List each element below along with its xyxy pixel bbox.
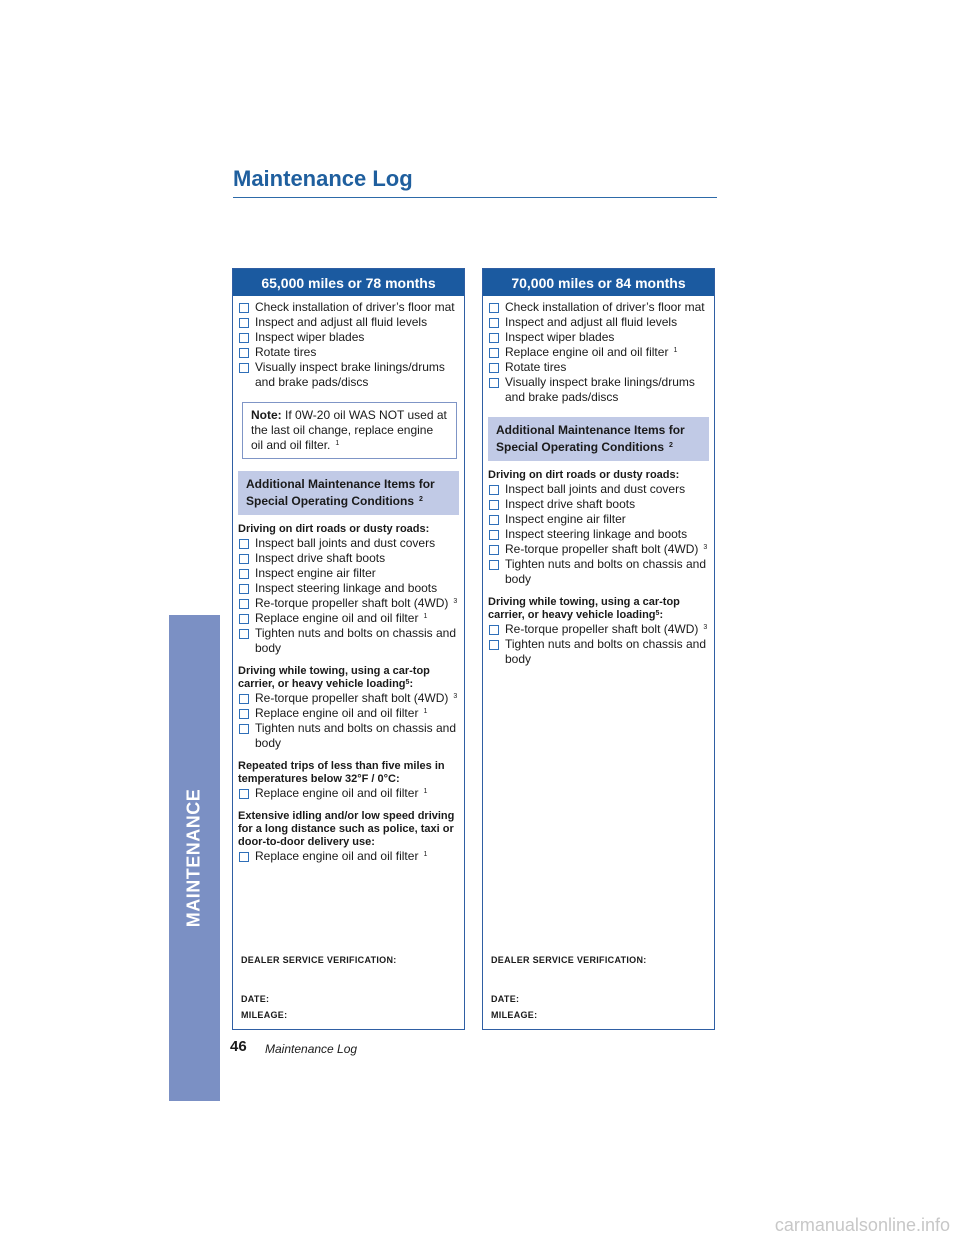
- checkbox-icon[interactable]: [489, 363, 499, 373]
- checkbox-icon[interactable]: [489, 485, 499, 495]
- title-divider: [233, 197, 717, 198]
- footnote-ref: 2: [419, 496, 423, 503]
- page-title: Maintenance Log: [233, 166, 413, 191]
- dealer-verification-label: DEALER SERVICE VERIFICATION:: [241, 955, 397, 965]
- footnote-ref: 1: [423, 708, 428, 715]
- checklist-item: Replace engine oil and oil filter $^1$: [488, 345, 711, 360]
- checklist-item: Check installation of driver’s floor mat: [488, 300, 711, 315]
- checkbox-icon[interactable]: [239, 709, 249, 719]
- checkbox-icon[interactable]: [239, 694, 249, 704]
- checklist-item: Tighten nuts and bolts on chassis and body: [488, 637, 711, 667]
- checkbox-icon[interactable]: [489, 530, 499, 540]
- checkbox-icon[interactable]: [239, 599, 249, 609]
- log-column-70000: [482, 268, 715, 1030]
- checkbox-icon[interactable]: [239, 789, 249, 799]
- checklist-item: Replace engine oil and oil filter $^1$: [238, 786, 461, 801]
- footnote-ref: 1: [423, 613, 428, 620]
- checklist-item: Visually inspect brake linings/drums and brake pads/discs: [488, 375, 711, 405]
- column-body: [483, 296, 714, 667]
- checkbox-icon[interactable]: [489, 515, 499, 525]
- checkbox-icon[interactable]: [239, 348, 249, 358]
- checklist-item: Replace engine oil and oil filter $^1$: [238, 849, 461, 864]
- checklist-item: Rotate tires: [488, 360, 711, 375]
- checkbox-icon[interactable]: [239, 303, 249, 313]
- checklist-item: Inspect steering linkage and boots: [488, 527, 711, 542]
- sidebar-label: MAINTENANCE: [183, 788, 204, 928]
- log-column-65000: [232, 268, 465, 1030]
- checkbox-icon[interactable]: [489, 333, 499, 343]
- additional-items-heading: Additional Maintenance Items for Special Operating Conditions $^2$: [238, 471, 459, 515]
- column-header: 65,000 miles or 78 months: [233, 269, 464, 296]
- date-label: DATE:: [241, 994, 270, 1004]
- checkbox-icon[interactable]: [239, 852, 249, 862]
- checklist-item: Inspect engine air filter: [488, 512, 711, 527]
- footnote-ref: 1: [423, 788, 428, 795]
- checkbox-icon[interactable]: [239, 629, 249, 639]
- checklist-item: Replace engine oil and oil filter $^1$: [238, 706, 461, 721]
- mileage-label: MILEAGE:: [491, 1010, 538, 1020]
- checkbox-icon[interactable]: [489, 545, 499, 555]
- footnote-ref: 5: [655, 610, 660, 617]
- checklist-item: Rotate tires: [238, 345, 461, 360]
- checkbox-icon[interactable]: [239, 363, 249, 373]
- footnote-ref: 3: [453, 598, 458, 605]
- watermark: carmanualsonline.info: [774, 1215, 950, 1235]
- checklist-item: Inspect and adjust all fluid levels: [488, 315, 711, 330]
- checklist-item: Inspect steering linkage and boots: [238, 581, 461, 596]
- checkbox-icon[interactable]: [239, 539, 249, 549]
- checklist-item: Inspect ball joints and dust covers: [488, 482, 711, 497]
- checklist-item: Check installation of driver’s floor mat: [238, 300, 461, 315]
- footnote-ref: 3: [703, 544, 708, 551]
- footnote-ref: 1: [423, 851, 428, 858]
- checklist-item: Re-torque propeller shaft bolt (4WD) $^3$: [488, 622, 711, 637]
- checklist-item: Replace engine oil and oil filter $^1$: [238, 611, 461, 626]
- checkbox-icon[interactable]: [489, 303, 499, 313]
- dealer-verification-label: DEALER SERVICE VERIFICATION:: [491, 955, 647, 965]
- checkbox-icon[interactable]: [489, 318, 499, 328]
- note-label: Note:: [251, 408, 282, 422]
- date-label: DATE:: [491, 994, 520, 1004]
- checkbox-icon[interactable]: [239, 584, 249, 594]
- footnote-ref: 5: [405, 679, 410, 686]
- additional-items-heading: Additional Maintenance Items for Special Operating Conditions $^2$: [488, 417, 709, 461]
- condition-heading: Driving on dirt roads or dusty roads:: [238, 523, 430, 535]
- checkbox-icon[interactable]: [239, 554, 249, 564]
- checkbox-icon[interactable]: [489, 640, 499, 650]
- checklist-item: Re-torque propeller shaft bolt (4WD) $^3$: [238, 596, 461, 611]
- checklist-item: Inspect and adjust all fluid levels: [238, 315, 461, 330]
- checklist-item: Re-torque propeller shaft bolt (4WD) $^3$: [238, 691, 461, 706]
- condition-heading: Repeated trips of less than five miles in temperatures below 32°F / 0°C:: [238, 760, 445, 785]
- checklist-item: Inspect ball joints and dust covers: [238, 536, 461, 551]
- page-number: 46: [230, 1038, 247, 1055]
- checkbox-icon[interactable]: [489, 500, 499, 510]
- condition-heading: Extensive idling and/or low speed driving for a long distance such as police, taxi or door-to-door delivery use:: [238, 810, 455, 848]
- checkbox-icon[interactable]: [489, 378, 499, 388]
- footnote-ref: 3: [453, 693, 458, 700]
- checkbox-icon[interactable]: [489, 560, 499, 570]
- column-body: [233, 296, 464, 864]
- checkbox-icon[interactable]: [239, 333, 249, 343]
- checklist-item: Inspect engine air filter: [238, 566, 461, 581]
- checklist-item: Visually inspect brake linings/drums and brake pads/discs: [238, 360, 461, 390]
- footnote-ref: 1: [335, 440, 340, 447]
- condition-heading: Driving while towing, using a car-top carrier, or heavy vehicle loading$^5$:: [238, 665, 430, 690]
- note-text: If 0W-20 oil WAS NOT used at the last oil change, replace engine oil and oil filter.: [251, 408, 447, 452]
- condition-heading: Driving on dirt roads or dusty roads:: [488, 469, 680, 481]
- checkbox-icon[interactable]: [489, 348, 499, 358]
- checkbox-icon[interactable]: [239, 724, 249, 734]
- checklist-item: Tighten nuts and bolts on chassis and body: [238, 721, 461, 751]
- footer-label: Maintenance Log: [265, 1042, 358, 1056]
- condition-heading: Driving while towing, using a car-top carrier, or heavy vehicle loading$^5$:: [488, 596, 680, 621]
- footnote-ref: 3: [703, 624, 708, 631]
- checklist-item: Inspect wiper blades: [488, 330, 711, 345]
- column-header: 70,000 miles or 84 months: [483, 269, 714, 296]
- checklist-item: Inspect wiper blades: [238, 330, 461, 345]
- note-box: [242, 402, 457, 459]
- mileage-label: MILEAGE:: [241, 1010, 288, 1020]
- checklist-item: Inspect drive shaft boots: [238, 551, 461, 566]
- checklist-item: Tighten nuts and bolts on chassis and body: [488, 557, 711, 587]
- footnote-ref: 1: [673, 347, 678, 354]
- checklist-item: Inspect drive shaft boots: [488, 497, 711, 512]
- checklist-item: Re-torque propeller shaft bolt (4WD) $^3$: [488, 542, 711, 557]
- footnote-ref: 2: [669, 442, 673, 449]
- checkbox-icon[interactable]: [489, 625, 499, 635]
- checkbox-icon[interactable]: [239, 318, 249, 328]
- checklist-item: Tighten nuts and bolts on chassis and body: [238, 626, 461, 656]
- checkbox-icon[interactable]: [239, 614, 249, 624]
- checkbox-icon[interactable]: [239, 569, 249, 579]
